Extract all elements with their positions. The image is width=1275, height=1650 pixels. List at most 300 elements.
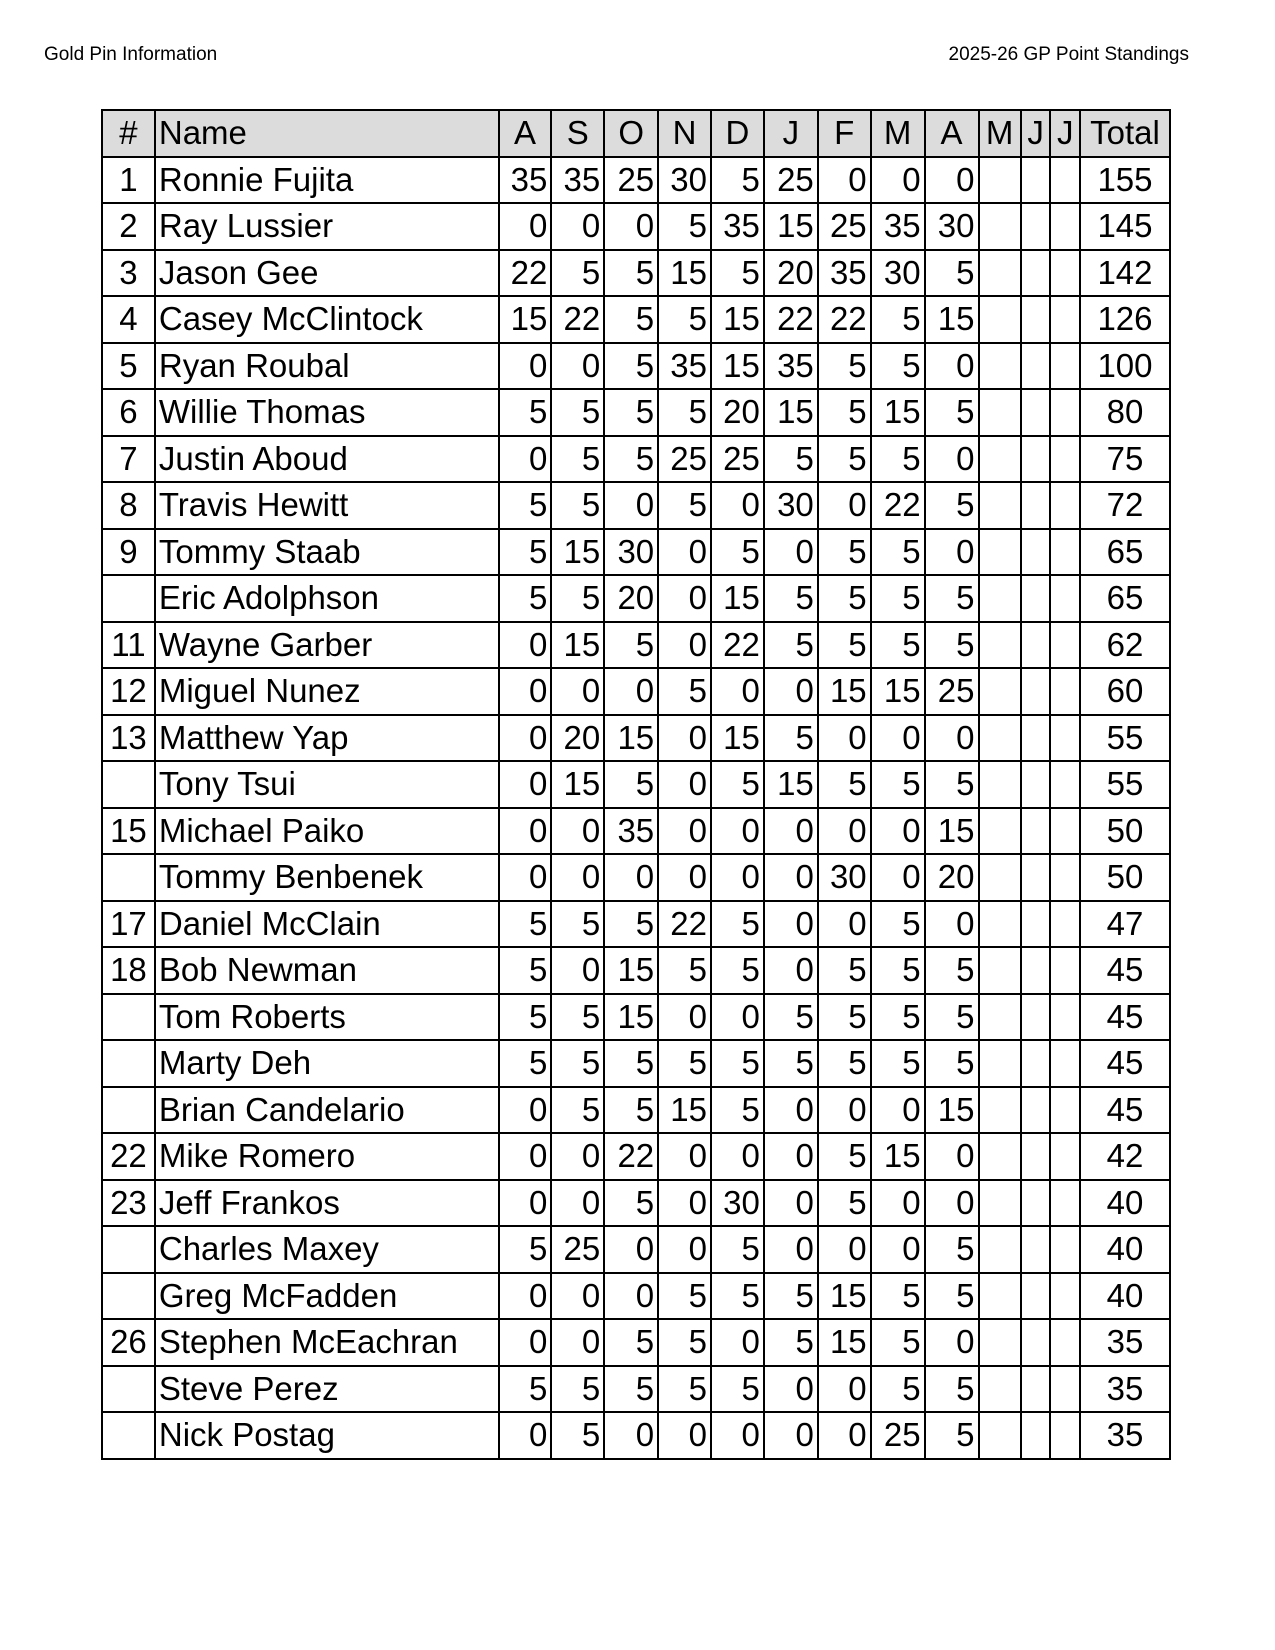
- points-cell: 5: [925, 1226, 979, 1273]
- name-cell: Ronnie Fujita: [155, 157, 499, 204]
- rank-cell: 3: [102, 250, 155, 297]
- total-cell: 35: [1080, 1319, 1170, 1366]
- points-cell: 0: [604, 203, 658, 250]
- points-cell: [1050, 343, 1080, 390]
- points-cell: 5: [711, 1366, 764, 1413]
- table-row: [102, 389, 1170, 436]
- total-cell: 145: [1080, 203, 1170, 250]
- name-cell: Casey McClintock: [155, 296, 499, 343]
- points-cell: 20: [764, 250, 818, 297]
- points-cell: 0: [764, 947, 818, 994]
- points-cell: 5: [871, 1366, 925, 1413]
- points-cell: 5: [764, 1319, 818, 1366]
- points-cell: 0: [551, 203, 604, 250]
- total-cell: 42: [1080, 1133, 1170, 1180]
- points-cell: [979, 529, 1021, 576]
- rank-cell: 8: [102, 482, 155, 529]
- rank-cell: 6: [102, 389, 155, 436]
- points-cell: 5: [764, 715, 818, 762]
- column-header: A: [499, 110, 552, 157]
- points-cell: 5: [604, 761, 658, 808]
- points-cell: 5: [551, 1087, 604, 1134]
- points-cell: 30: [764, 482, 818, 529]
- points-cell: 5: [658, 389, 711, 436]
- points-cell: 0: [711, 994, 764, 1041]
- total-cell: 60: [1080, 668, 1170, 715]
- points-cell: 0: [925, 901, 979, 948]
- points-cell: [1050, 389, 1080, 436]
- points-cell: 5: [499, 482, 552, 529]
- rank-cell: 12: [102, 668, 155, 715]
- points-cell: 15: [658, 250, 711, 297]
- table-row: [102, 482, 1170, 529]
- table-row: [102, 203, 1170, 250]
- points-cell: [1050, 668, 1080, 715]
- points-cell: 5: [711, 1040, 764, 1087]
- points-cell: 0: [818, 715, 871, 762]
- points-cell: 15: [711, 296, 764, 343]
- points-cell: 0: [551, 808, 604, 855]
- total-cell: 35: [1080, 1366, 1170, 1413]
- points-cell: 0: [871, 1180, 925, 1227]
- points-cell: 0: [499, 1319, 552, 1366]
- points-cell: 0: [764, 854, 818, 901]
- table-row: [102, 1319, 1170, 1366]
- points-cell: 5: [551, 436, 604, 483]
- points-cell: 0: [925, 436, 979, 483]
- rank-cell: 23: [102, 1180, 155, 1227]
- points-cell: 5: [871, 901, 925, 948]
- points-cell: 5: [871, 529, 925, 576]
- points-cell: 0: [604, 1273, 658, 1320]
- name-cell: Jeff Frankos: [155, 1180, 499, 1227]
- rank-cell: 4: [102, 296, 155, 343]
- points-cell: 0: [499, 715, 552, 762]
- points-cell: 25: [925, 668, 979, 715]
- points-cell: 5: [499, 947, 552, 994]
- points-cell: 5: [551, 1366, 604, 1413]
- points-cell: 0: [499, 1180, 552, 1227]
- points-cell: 5: [871, 1273, 925, 1320]
- points-cell: 22: [499, 250, 552, 297]
- points-cell: [1050, 296, 1080, 343]
- points-cell: [1050, 1412, 1080, 1459]
- points-cell: 5: [818, 436, 871, 483]
- points-cell: [1021, 343, 1051, 390]
- points-cell: 5: [818, 1180, 871, 1227]
- points-cell: 0: [658, 715, 711, 762]
- points-cell: [1021, 1412, 1051, 1459]
- points-cell: 5: [551, 994, 604, 1041]
- points-cell: 15: [711, 715, 764, 762]
- points-cell: 15: [925, 808, 979, 855]
- points-cell: 5: [658, 1319, 711, 1366]
- table-row: [102, 622, 1170, 669]
- points-cell: 5: [764, 622, 818, 669]
- points-cell: 15: [711, 575, 764, 622]
- points-cell: [979, 389, 1021, 436]
- points-cell: 5: [925, 575, 979, 622]
- points-cell: 5: [499, 389, 552, 436]
- points-cell: 0: [604, 1226, 658, 1273]
- table-row: [102, 854, 1170, 901]
- name-cell: Tommy Benbenek: [155, 854, 499, 901]
- points-cell: 0: [499, 203, 552, 250]
- points-cell: 22: [551, 296, 604, 343]
- rank-cell: [102, 575, 155, 622]
- rank-cell: [102, 1226, 155, 1273]
- points-cell: 5: [604, 296, 658, 343]
- points-cell: 0: [818, 1366, 871, 1413]
- points-cell: 5: [658, 1273, 711, 1320]
- points-cell: [1050, 157, 1080, 204]
- points-cell: 5: [871, 296, 925, 343]
- points-cell: [1050, 1366, 1080, 1413]
- points-cell: [979, 436, 1021, 483]
- points-cell: 0: [871, 715, 925, 762]
- points-cell: 5: [604, 250, 658, 297]
- points-cell: [979, 575, 1021, 622]
- total-cell: 45: [1080, 994, 1170, 1041]
- points-cell: 0: [499, 436, 552, 483]
- points-cell: 15: [658, 1087, 711, 1134]
- points-cell: 5: [711, 1273, 764, 1320]
- column-header: J: [1021, 110, 1051, 157]
- total-cell: 40: [1080, 1273, 1170, 1320]
- points-cell: 0: [604, 668, 658, 715]
- points-cell: 0: [499, 343, 552, 390]
- points-cell: 22: [871, 482, 925, 529]
- points-cell: 5: [658, 668, 711, 715]
- points-cell: 22: [764, 296, 818, 343]
- points-cell: 5: [604, 622, 658, 669]
- points-cell: 0: [711, 668, 764, 715]
- points-cell: [1021, 1040, 1051, 1087]
- points-cell: 5: [711, 1087, 764, 1134]
- points-cell: 15: [818, 668, 871, 715]
- points-cell: 5: [871, 343, 925, 390]
- points-cell: 35: [764, 343, 818, 390]
- points-cell: 30: [604, 529, 658, 576]
- points-cell: [979, 622, 1021, 669]
- points-cell: 15: [551, 761, 604, 808]
- points-cell: 0: [764, 1366, 818, 1413]
- points-cell: 35: [499, 157, 552, 204]
- rank-cell: 11: [102, 622, 155, 669]
- points-cell: 0: [499, 1133, 552, 1180]
- rank-cell: 1: [102, 157, 155, 204]
- points-cell: [1021, 529, 1051, 576]
- name-cell: Tommy Staab: [155, 529, 499, 576]
- points-cell: [979, 482, 1021, 529]
- points-cell: 0: [764, 529, 818, 576]
- points-cell: 5: [764, 994, 818, 1041]
- total-cell: 80: [1080, 389, 1170, 436]
- points-cell: 0: [818, 482, 871, 529]
- points-cell: 5: [764, 1040, 818, 1087]
- rank-cell: 2: [102, 203, 155, 250]
- points-cell: [979, 761, 1021, 808]
- column-header: O: [604, 110, 658, 157]
- rank-cell: [102, 1040, 155, 1087]
- points-cell: [1021, 668, 1051, 715]
- points-cell: 0: [871, 157, 925, 204]
- total-cell: 126: [1080, 296, 1170, 343]
- points-cell: 5: [871, 622, 925, 669]
- points-cell: 0: [499, 854, 552, 901]
- points-cell: 5: [711, 250, 764, 297]
- points-cell: 0: [604, 482, 658, 529]
- points-cell: 15: [764, 389, 818, 436]
- points-cell: [1021, 715, 1051, 762]
- points-cell: 0: [871, 854, 925, 901]
- rank-cell: 13: [102, 715, 155, 762]
- points-cell: 0: [658, 1133, 711, 1180]
- points-cell: 0: [551, 1319, 604, 1366]
- points-cell: 0: [764, 668, 818, 715]
- points-cell: [1050, 947, 1080, 994]
- points-cell: 5: [604, 1180, 658, 1227]
- points-cell: 5: [764, 1273, 818, 1320]
- points-cell: 5: [551, 250, 604, 297]
- points-cell: 5: [551, 482, 604, 529]
- points-cell: 0: [658, 529, 711, 576]
- points-cell: 5: [871, 575, 925, 622]
- points-cell: 35: [711, 203, 764, 250]
- points-cell: [979, 901, 1021, 948]
- points-cell: 35: [658, 343, 711, 390]
- points-cell: 15: [871, 1133, 925, 1180]
- table-row: [102, 1180, 1170, 1227]
- points-cell: 15: [818, 1319, 871, 1366]
- points-cell: [979, 1133, 1021, 1180]
- points-cell: 5: [818, 622, 871, 669]
- points-cell: [1050, 1087, 1080, 1134]
- table-row: [102, 296, 1170, 343]
- points-cell: [1050, 622, 1080, 669]
- points-cell: 15: [764, 203, 818, 250]
- points-cell: 5: [551, 575, 604, 622]
- points-cell: 0: [499, 761, 552, 808]
- points-cell: [1050, 1319, 1080, 1366]
- points-cell: [1021, 389, 1051, 436]
- points-cell: [1050, 482, 1080, 529]
- points-cell: [1021, 761, 1051, 808]
- points-cell: 15: [925, 1087, 979, 1134]
- table-row: [102, 1040, 1170, 1087]
- column-header: S: [551, 110, 604, 157]
- points-cell: [979, 1226, 1021, 1273]
- points-cell: [979, 343, 1021, 390]
- name-cell: Marty Deh: [155, 1040, 499, 1087]
- points-cell: 5: [925, 622, 979, 669]
- points-cell: 0: [551, 854, 604, 901]
- points-cell: 5: [551, 901, 604, 948]
- points-cell: [1021, 1087, 1051, 1134]
- points-cell: 5: [658, 482, 711, 529]
- points-cell: [979, 668, 1021, 715]
- points-cell: 5: [925, 482, 979, 529]
- points-cell: [1050, 715, 1080, 762]
- points-cell: 5: [604, 343, 658, 390]
- table-header: [102, 110, 1170, 157]
- points-cell: 5: [604, 1087, 658, 1134]
- header-row: [102, 110, 1170, 157]
- points-cell: 22: [604, 1133, 658, 1180]
- points-cell: [1021, 436, 1051, 483]
- points-cell: [979, 1412, 1021, 1459]
- points-cell: 5: [925, 994, 979, 1041]
- name-cell: Wayne Garber: [155, 622, 499, 669]
- points-cell: 15: [499, 296, 552, 343]
- points-cell: 0: [499, 1087, 552, 1134]
- points-cell: 35: [871, 203, 925, 250]
- points-cell: [979, 1366, 1021, 1413]
- points-cell: [1021, 622, 1051, 669]
- points-cell: 5: [499, 1366, 552, 1413]
- points-cell: [1021, 296, 1051, 343]
- points-cell: 30: [818, 854, 871, 901]
- points-cell: 5: [818, 994, 871, 1041]
- points-cell: 5: [499, 994, 552, 1041]
- table-row: [102, 529, 1170, 576]
- total-cell: 50: [1080, 808, 1170, 855]
- name-cell: Ray Lussier: [155, 203, 499, 250]
- points-cell: 35: [604, 808, 658, 855]
- points-cell: 15: [551, 622, 604, 669]
- points-cell: 25: [604, 157, 658, 204]
- points-cell: [1050, 994, 1080, 1041]
- points-cell: [1050, 808, 1080, 855]
- points-cell: 0: [871, 1087, 925, 1134]
- rank-cell: [102, 761, 155, 808]
- points-cell: [1021, 157, 1051, 204]
- points-cell: 0: [764, 1087, 818, 1134]
- points-cell: 5: [925, 389, 979, 436]
- table-row: [102, 994, 1170, 1041]
- points-cell: 5: [764, 575, 818, 622]
- points-cell: 0: [658, 994, 711, 1041]
- points-cell: 5: [925, 1366, 979, 1413]
- rank-cell: 15: [102, 808, 155, 855]
- points-cell: 0: [764, 808, 818, 855]
- rank-cell: 22: [102, 1133, 155, 1180]
- column-header: N: [658, 110, 711, 157]
- points-cell: 15: [871, 389, 925, 436]
- points-cell: 5: [499, 575, 552, 622]
- points-cell: 15: [764, 761, 818, 808]
- name-cell: Daniel McClain: [155, 901, 499, 948]
- points-cell: 0: [711, 808, 764, 855]
- name-cell: Stephen McEachran: [155, 1319, 499, 1366]
- points-cell: 5: [658, 947, 711, 994]
- name-cell: Willie Thomas: [155, 389, 499, 436]
- points-cell: 35: [551, 157, 604, 204]
- table-row: [102, 343, 1170, 390]
- points-cell: 5: [925, 1412, 979, 1459]
- total-cell: 142: [1080, 250, 1170, 297]
- points-cell: 0: [658, 808, 711, 855]
- points-cell: 5: [871, 436, 925, 483]
- points-cell: [1050, 575, 1080, 622]
- points-cell: 5: [499, 1040, 552, 1087]
- points-cell: 0: [658, 575, 711, 622]
- name-cell: Tom Roberts: [155, 994, 499, 1041]
- points-cell: 5: [658, 296, 711, 343]
- points-cell: [979, 715, 1021, 762]
- points-cell: 5: [871, 1319, 925, 1366]
- points-cell: 0: [499, 668, 552, 715]
- total-cell: 65: [1080, 529, 1170, 576]
- points-cell: 30: [871, 250, 925, 297]
- points-cell: [1021, 808, 1051, 855]
- points-cell: 5: [499, 901, 552, 948]
- name-cell: Matthew Yap: [155, 715, 499, 762]
- points-cell: 25: [818, 203, 871, 250]
- points-cell: 5: [925, 947, 979, 994]
- points-cell: 5: [499, 1226, 552, 1273]
- table-row: [102, 575, 1170, 622]
- table-row: [102, 1366, 1170, 1413]
- points-cell: [1050, 436, 1080, 483]
- points-cell: 5: [604, 1040, 658, 1087]
- points-cell: 0: [658, 1226, 711, 1273]
- points-cell: [1050, 203, 1080, 250]
- points-cell: [1021, 1366, 1051, 1413]
- points-cell: [979, 1319, 1021, 1366]
- points-cell: 0: [925, 343, 979, 390]
- points-cell: 25: [551, 1226, 604, 1273]
- total-cell: 35: [1080, 1412, 1170, 1459]
- points-cell: 35: [818, 250, 871, 297]
- points-cell: [1050, 1273, 1080, 1320]
- points-cell: 0: [925, 529, 979, 576]
- points-cell: 5: [604, 1319, 658, 1366]
- points-cell: 15: [711, 343, 764, 390]
- points-cell: 0: [551, 947, 604, 994]
- rank-cell: [102, 1087, 155, 1134]
- points-cell: 0: [551, 1180, 604, 1227]
- points-cell: [979, 808, 1021, 855]
- name-cell: Michael Paiko: [155, 808, 499, 855]
- points-cell: 0: [499, 622, 552, 669]
- points-cell: [1021, 901, 1051, 948]
- points-cell: 0: [711, 1133, 764, 1180]
- points-cell: [1021, 1319, 1051, 1366]
- points-cell: 0: [871, 808, 925, 855]
- table-row: [102, 157, 1170, 204]
- total-cell: 45: [1080, 947, 1170, 994]
- points-cell: 5: [711, 529, 764, 576]
- standings-table: [101, 109, 1171, 1460]
- column-header: M: [979, 110, 1021, 157]
- table-row: [102, 901, 1170, 948]
- points-cell: 5: [871, 761, 925, 808]
- points-cell: 0: [658, 1180, 711, 1227]
- points-cell: 5: [711, 761, 764, 808]
- points-cell: 5: [871, 994, 925, 1041]
- points-cell: [1050, 1133, 1080, 1180]
- points-cell: [979, 1273, 1021, 1320]
- points-cell: [1021, 994, 1051, 1041]
- name-cell: Greg McFadden: [155, 1273, 499, 1320]
- points-cell: 0: [818, 1087, 871, 1134]
- points-cell: 5: [818, 947, 871, 994]
- points-cell: 5: [551, 389, 604, 436]
- name-cell: Charles Maxey: [155, 1226, 499, 1273]
- points-cell: 0: [551, 343, 604, 390]
- column-header: Name: [155, 110, 499, 157]
